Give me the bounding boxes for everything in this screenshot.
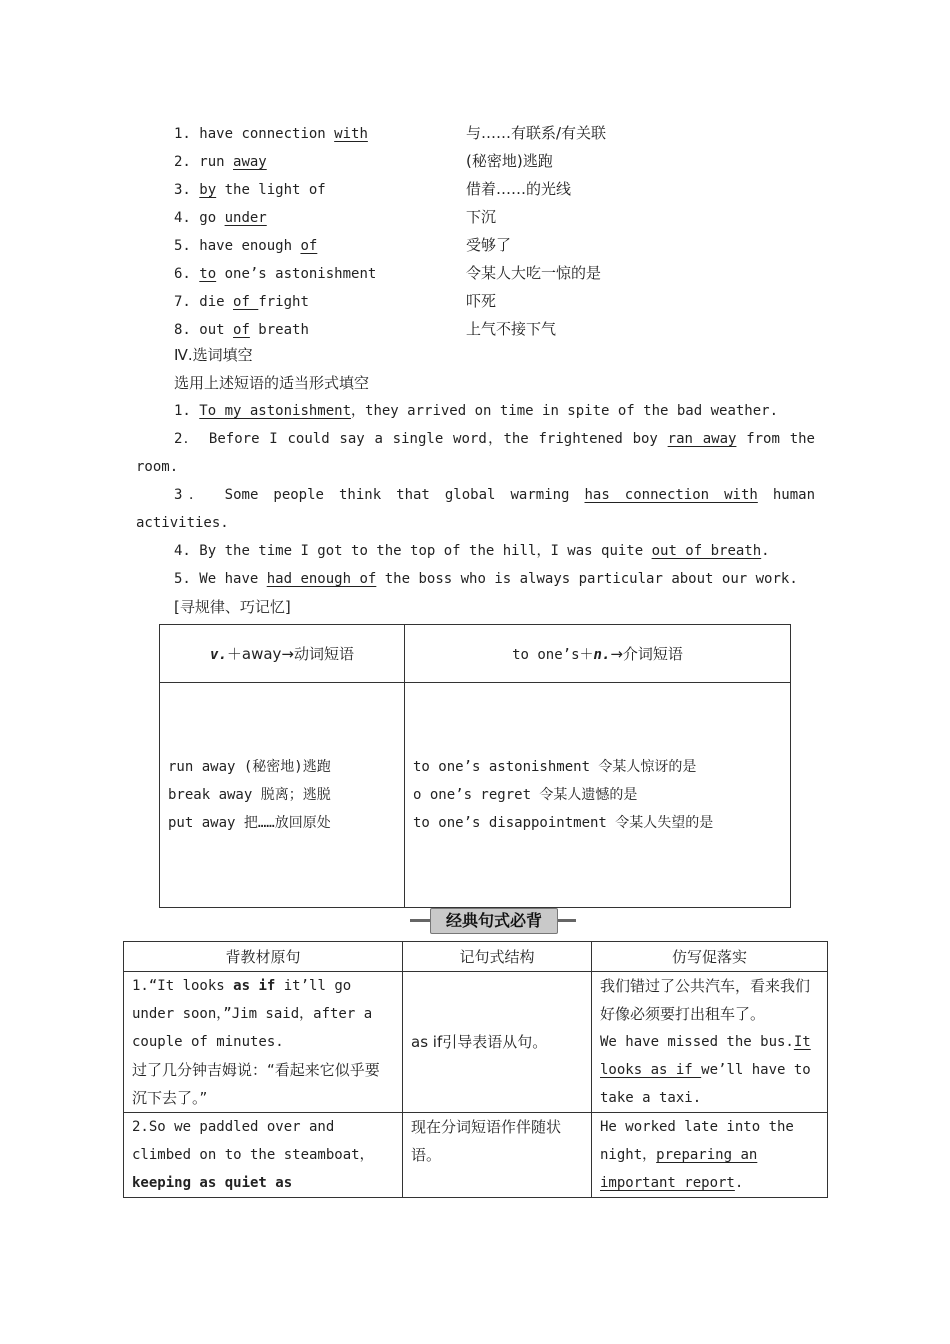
phrase-answer: away: [233, 154, 267, 170]
phrase-meaning: 下沉: [466, 208, 497, 226]
memory-title: [寻规律、巧记忆]: [174, 598, 291, 616]
section-banner: 经典句式必背: [410, 908, 576, 932]
phrase-item: [174, 231, 511, 259]
phrase-meaning: 上气不接下气: [466, 320, 557, 338]
sentence-structure-1: as if引导表语从句。: [403, 972, 592, 1113]
answer-5: had enough of: [266, 571, 377, 587]
sentence-head-3: 仿写促落实: [592, 942, 828, 972]
phrase-meaning: 吓死: [466, 292, 497, 310]
memory-col-2: to one’s astonishment 令某人惊讶的是 o one’s regret 令某人遗憾的是 to one’s disappointment 令某人失望的是: [405, 683, 791, 908]
memory-col-1: run away (秘密地)逃跑 break away 脱离；逃脱 put away 把……放回原处: [160, 683, 405, 908]
sentence-imitation-1: 我们错过了公共汽车，看来我们好像必须要打出租车了。 We have missed the bus.It looks as if we’ll have to take a taxi.: [592, 972, 828, 1113]
section-title: Ⅳ.选词填空: [174, 346, 253, 364]
phrase-answer: under: [224, 210, 267, 226]
phrase-item: [174, 147, 553, 175]
phrase-english: 6. to one’s astonishment: [174, 266, 377, 282]
phrase-english: 1. have connection with: [174, 126, 368, 142]
memory-head-2: to one’s＋n.→介词短语: [405, 625, 791, 683]
answer-4: out of breath: [651, 543, 762, 559]
sentence-head-1: 背教材原句: [124, 942, 403, 972]
sentence-structure-2: 现在分词短语作伴随状语。: [403, 1113, 592, 1198]
answer-1: To my astonishment: [199, 403, 352, 419]
fill-sentence-2: 2． Before I could say a single word，the frightened boy ran away from the: [174, 431, 815, 447]
phrase-item: [174, 259, 601, 287]
section-instruction: 选用上述短语的适当形式填空: [174, 374, 370, 392]
phrase-answer: with: [334, 126, 368, 142]
phrase-english: 5. have enough of: [174, 238, 318, 254]
phrase-english: 2. run away: [174, 154, 267, 170]
sentence-imitation-2: He worked late into the night，preparing an important report.: [592, 1113, 828, 1198]
phrase-meaning: (秘密地)逃跑: [466, 152, 553, 170]
fill-sentence-3: 3． Some people think that global warming has connection with human: [174, 487, 815, 503]
phrase-item: [174, 203, 496, 231]
imitation-answer-2: preparing an important report: [600, 1147, 758, 1191]
phrase-answer: of: [300, 238, 318, 254]
memory-table: [159, 624, 791, 908]
phrase-answer: by: [199, 182, 217, 198]
sentence-original-1: 1.“It looks as if it’ll go under soon，”Jim said，after a couple of minutes. 过了几分钟吉姆说：“看起来它似乎要沉下去了。”: [124, 972, 403, 1113]
fill-sentence-3-cont: activities.: [136, 515, 229, 531]
fill-sentence-1: 1. To my astonishment，they arrived on time in spite of the bad weather.: [174, 403, 779, 419]
memory-head-1: v.＋away→动词短语: [160, 625, 405, 683]
phrase-english: 7. die of fright: [174, 294, 309, 310]
phrase-meaning: 受够了: [466, 236, 512, 254]
phrase-item: [174, 315, 556, 343]
fill-sentence-5: 5. We have had enough of the boss who is always particular about our work.: [174, 571, 798, 587]
sentence-head-2: 记句式结构: [403, 942, 592, 972]
phrase-item: [174, 175, 571, 203]
fill-sentence-2-cont: room.: [136, 459, 179, 475]
phrase-item: [174, 287, 496, 315]
phrase-english: 4. go under: [174, 210, 267, 226]
fill-sentence-4: 4. By the time I got to the top of the hill，I was quite out of breath.: [174, 543, 770, 559]
phrase-answer: of: [233, 294, 259, 310]
phrase-answer: of: [233, 322, 250, 338]
answer-2: ran away: [667, 431, 737, 447]
phrase-answer: to: [199, 266, 217, 282]
imitation-answer-1: It looks as if: [600, 1034, 811, 1078]
answer-3: has connection with: [584, 487, 758, 503]
sentence-original-2: 2.So we paddled over and climbed on to the steamboat，keeping as quiet as: [124, 1113, 403, 1198]
phrase-english: 3. by the light of: [174, 182, 326, 198]
phrase-meaning: 令某人大吃一惊的是: [466, 264, 602, 282]
sentence-table: [123, 941, 828, 1198]
phrase-meaning: 与……有联系/有关联: [466, 124, 607, 142]
phrase-item: [174, 119, 606, 147]
phrase-english: 8. out of breath: [174, 322, 309, 338]
phrase-meaning: 借着……的光线: [466, 180, 572, 198]
